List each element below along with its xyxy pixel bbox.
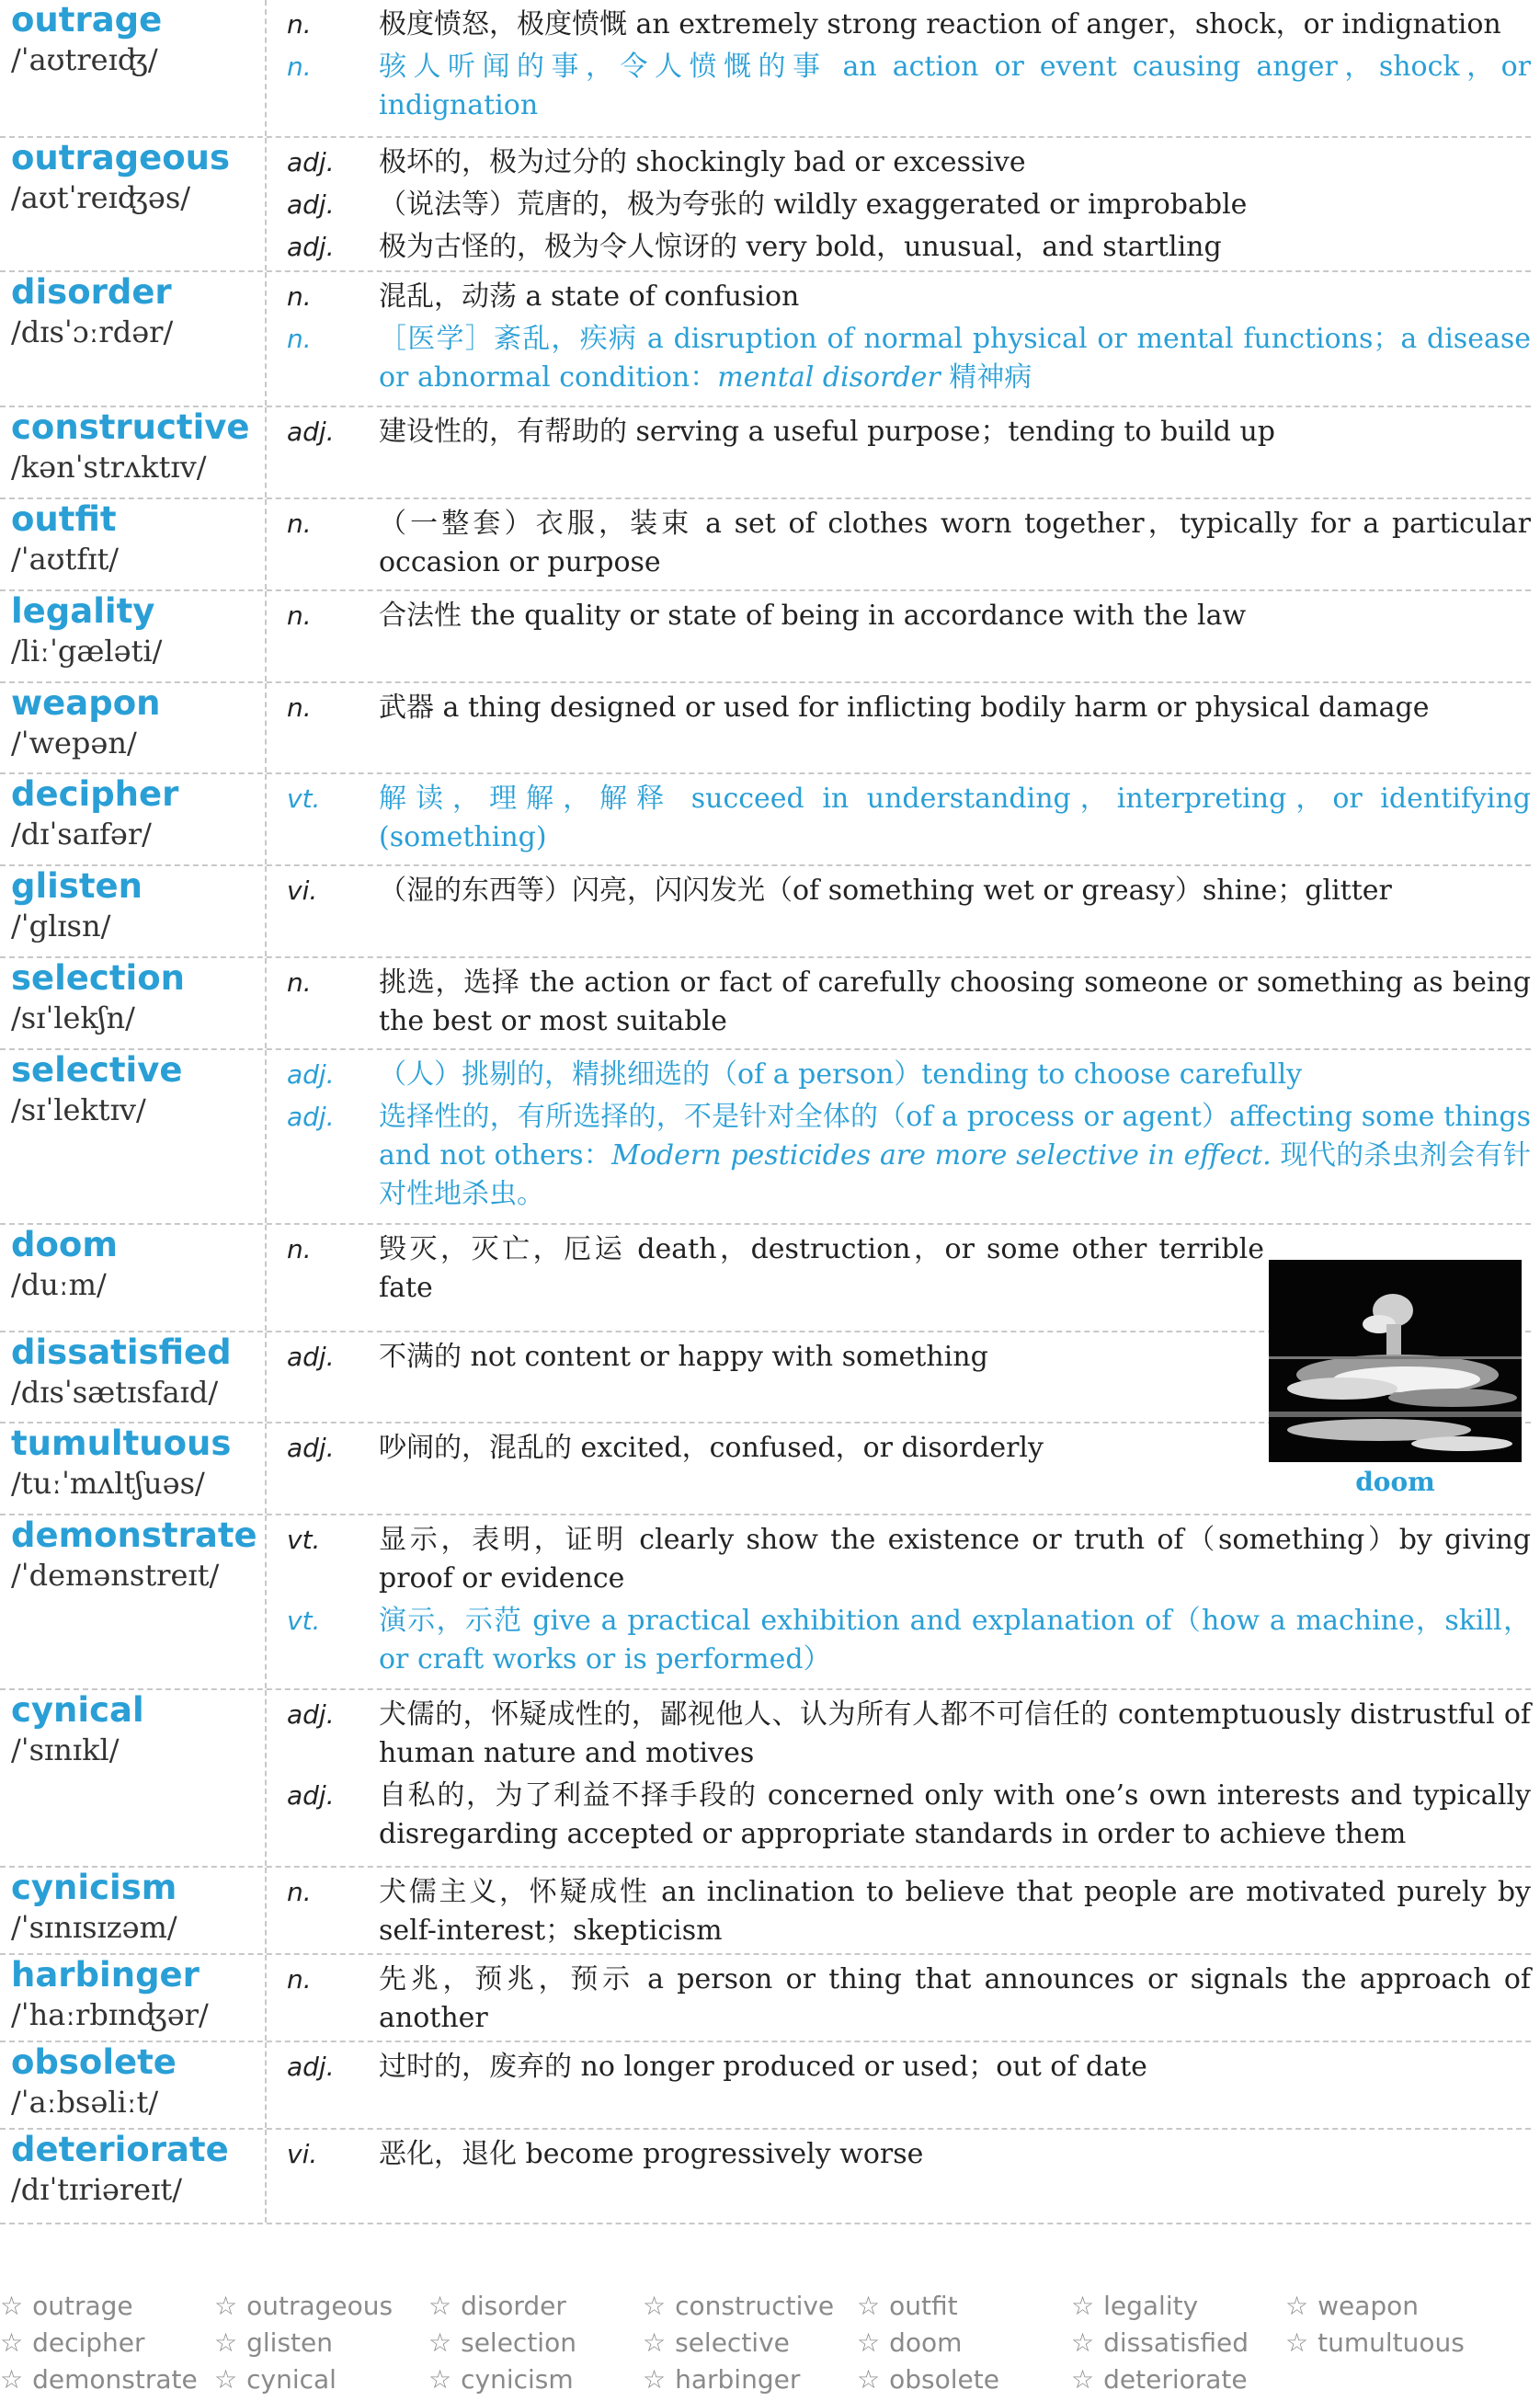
pronunciation: /ˈglɪsn/ <box>11 909 111 944</box>
headword: legality <box>11 590 155 631</box>
headword: selective <box>11 1050 183 1091</box>
star-icon: ☆ <box>643 2364 667 2395</box>
definition-text: 恶化，退化 become progressively worse <box>379 2138 924 2170</box>
definition <box>379 1338 1264 1377</box>
entry-harbinger <box>0 1955 1531 2042</box>
sense-list <box>276 6 1531 129</box>
index-item-tumultuous <box>1285 2327 1465 2360</box>
definition-text: （人）挑剔的，精挑细选的（of a person）tending to choose carefully <box>379 1058 1303 1092</box>
part-of-speech: vt. <box>287 1525 321 1556</box>
definition-text: 先兆，预兆，预示 a person or thing that announces or signals the approach of another <box>379 1963 1531 2035</box>
headword-column <box>0 774 267 864</box>
sense <box>276 186 1531 224</box>
sense-list <box>276 1521 1531 1683</box>
example-translation: 现代的杀虫剂会有针对性地杀虫。 <box>379 1139 1531 1211</box>
index-item-doom <box>857 2327 962 2360</box>
sense <box>276 320 1531 397</box>
definition <box>379 505 1531 582</box>
entry-decipher <box>0 774 1531 866</box>
pronunciation: /ˈwepən/ <box>11 725 137 760</box>
index-item-selection <box>428 2327 576 2360</box>
definition-text: 解读，理解，解释 succeed in understanding，interpreting，or identifying (something) <box>379 783 1531 854</box>
index-item-weapon <box>1285 2290 1419 2323</box>
index-word: legality <box>1103 2291 1199 2321</box>
star-icon: ☆ <box>857 2291 881 2321</box>
pronunciation: /dɪˈtɪriəreɪt/ <box>11 2172 182 2207</box>
pronunciation: /duːm/ <box>11 1267 107 1302</box>
index-word: disorder <box>461 2291 566 2321</box>
sense-list <box>276 1961 1531 2041</box>
star-icon: ☆ <box>1071 2364 1095 2395</box>
star-icon: ☆ <box>1285 2327 1309 2358</box>
index-item-constructive <box>643 2290 834 2323</box>
part-of-speech: adj. <box>287 1341 335 1372</box>
headword: outrageous <box>11 137 231 177</box>
part-of-speech: n. <box>287 9 312 40</box>
definition-text: 选择性的，有所选择的，不是针对全体的（of a process or agent）affecting some things and not others： <box>379 1101 1531 1172</box>
definition <box>379 1056 1531 1094</box>
index-word: obsolete <box>889 2364 999 2395</box>
pronunciation: /dɪˈsaɪfər/ <box>11 817 152 852</box>
part-of-speech: vi. <box>287 875 318 907</box>
sense <box>276 597 1531 635</box>
index-word: outrageous <box>246 2291 394 2321</box>
sense-list <box>276 1056 1531 1218</box>
index-item-outfit <box>857 2290 958 2323</box>
part-of-speech: n. <box>287 51 312 82</box>
example-phrase: mental disorder <box>717 361 941 394</box>
entry-glisten <box>0 866 1531 958</box>
definition <box>379 872 1531 910</box>
definition-text: 吵闹的，混乱的 excited，confused，or disorderly <box>379 1432 1044 1465</box>
headword: cynicism <box>11 1868 177 1908</box>
definition <box>379 48 1531 125</box>
definition <box>379 2135 1531 2174</box>
pronunciation: /tuːˈmʌltʃuəs/ <box>11 1466 205 1502</box>
definition-text: 混乱，动荡 a state of confusion <box>379 280 800 314</box>
index-word: demonstrate <box>32 2364 198 2395</box>
star-icon: ☆ <box>428 2291 452 2321</box>
index-word: selection <box>461 2327 576 2358</box>
sense <box>276 689 1531 727</box>
headword: tumultuous <box>11 1423 232 1464</box>
entry-legality <box>0 591 1531 683</box>
definition <box>379 1521 1531 1598</box>
index-word: decipher <box>32 2327 145 2358</box>
index-word: selective <box>675 2327 790 2358</box>
index-word: outfit <box>889 2291 958 2321</box>
definition <box>379 2048 1531 2087</box>
sense <box>276 1338 1264 1377</box>
index-word: harbinger <box>675 2364 801 2395</box>
pronunciation: /dɪsˈɔːrdər/ <box>11 314 174 350</box>
part-of-speech: n. <box>287 1877 312 1908</box>
pronunciation: /ˈdemənstreɪt/ <box>11 1558 220 1594</box>
definition <box>379 597 1531 635</box>
index-item-harbinger <box>643 2363 800 2396</box>
sense <box>276 1098 1531 1214</box>
entry-weapon <box>0 683 1531 775</box>
headword-column <box>0 1050 267 1223</box>
sense-list <box>276 1696 1531 1858</box>
index-item-legality <box>1071 2290 1198 2323</box>
definition-text: 毁灭，灭亡，厄运 death，destruction，or some other terrible fate <box>379 1233 1264 1304</box>
pronunciation: /ˈhaːrbɪnʤər/ <box>11 1997 209 2033</box>
sense <box>276 964 1531 1041</box>
sense <box>276 48 1531 125</box>
definition <box>379 320 1531 397</box>
entry-constructive <box>0 407 1531 499</box>
index-word: deteriorate <box>1103 2364 1248 2395</box>
entry-outrage <box>0 0 1531 138</box>
index-item-cynicism <box>428 2363 574 2396</box>
index-item-dissatisfied <box>1071 2327 1249 2360</box>
sense <box>276 1602 1531 1679</box>
headword-column <box>0 866 267 956</box>
sense <box>276 228 1531 267</box>
headword-column <box>0 1423 267 1514</box>
definition-text: 演示，示范 give a practical exhibition and explanation of（how a machine，skill，or craft works or is performed） <box>379 1605 1531 1676</box>
definition-text: 建设性的，有帮助的 serving a useful purpose；tending to build up <box>379 415 1275 448</box>
sense-list <box>276 1873 1531 1954</box>
star-icon: ☆ <box>857 2327 881 2358</box>
definition-text: （说法等）荒唐的，极为夸张的 wildly exaggerated or improbable <box>379 188 1248 221</box>
entry-obsolete <box>0 2042 1531 2130</box>
sense-list <box>276 1429 1264 1471</box>
headword: weapon <box>11 682 161 723</box>
part-of-speech: adj. <box>287 146 335 177</box>
headword-column <box>0 138 267 271</box>
star-icon: ☆ <box>428 2364 452 2395</box>
index-word: outrage <box>32 2291 133 2321</box>
star-icon: ☆ <box>857 2364 881 2395</box>
sense <box>276 2135 1531 2174</box>
pronunciation: /ˈsɪnɪkl/ <box>11 1732 120 1768</box>
definition <box>379 278 1531 316</box>
star-icon: ☆ <box>214 2291 238 2321</box>
headword: constructive <box>11 406 250 447</box>
headword-column <box>0 407 267 497</box>
definition <box>379 1873 1531 1950</box>
star-icon: ☆ <box>1071 2291 1095 2321</box>
definition <box>379 6 1531 44</box>
index-item-cynical <box>214 2363 337 2396</box>
star-icon: ☆ <box>1285 2291 1309 2321</box>
definition <box>379 413 1531 452</box>
part-of-speech: n. <box>287 324 312 355</box>
headword-column <box>0 591 267 681</box>
part-of-speech: adj. <box>287 416 335 447</box>
part-of-speech: n. <box>287 600 312 631</box>
definition-text: 合法性 the quality or state of being in accordance with the law <box>379 599 1247 632</box>
entry-deteriorate <box>0 2130 1531 2224</box>
headword-column <box>0 1690 267 1866</box>
sense-list <box>276 2048 1531 2090</box>
definition <box>379 1230 1264 1308</box>
pronunciation: /aʊtˈreɪʤəs/ <box>11 179 191 215</box>
sense <box>276 413 1531 452</box>
headword-column <box>0 1868 267 1953</box>
headword-column <box>0 958 267 1048</box>
sense <box>276 1521 1531 1598</box>
definition <box>379 1777 1531 1854</box>
definition <box>379 143 1531 182</box>
part-of-speech: adj. <box>287 1780 335 1812</box>
photo-caption: doom <box>1355 1467 1435 1497</box>
index-word: weapon <box>1318 2291 1420 2321</box>
part-of-speech: adj. <box>287 1699 335 1731</box>
headword: decipher <box>11 774 179 815</box>
sense-list <box>276 964 1531 1045</box>
headword: demonstrate <box>11 1515 257 1556</box>
sense <box>276 278 1531 316</box>
part-of-speech: adj. <box>287 189 335 220</box>
sense <box>276 1873 1531 1950</box>
doom-photo <box>1269 1260 1522 1462</box>
entry-disorder <box>0 272 1531 407</box>
headword: cynical <box>11 1690 144 1731</box>
sense <box>276 1961 1531 2038</box>
index-item-disorder <box>428 2290 566 2323</box>
part-of-speech: adj. <box>287 2052 335 2083</box>
headword: selection <box>11 958 185 999</box>
pronunciation: /kənˈstrʌktɪv/ <box>11 449 207 485</box>
sense <box>276 1230 1264 1308</box>
star-icon: ☆ <box>643 2327 667 2358</box>
headword-column <box>0 2130 267 2223</box>
part-of-speech: adj. <box>287 231 335 262</box>
pronunciation: /ˈaʊtfɪt/ <box>11 541 120 577</box>
pronunciation: /ˈsɪnɪsɪzəm/ <box>11 1910 177 1946</box>
part-of-speech: adj. <box>287 1433 335 1464</box>
index-word: tumultuous <box>1318 2327 1465 2358</box>
part-of-speech: vt. <box>287 1606 321 1637</box>
headword-column <box>0 1225 267 1331</box>
definition-text: ［医学］紊乱，疾病 a disruption of normal physical or mental functions；a disease or abnormal condition： <box>379 323 1531 394</box>
definition-text: 武器 a thing designed or used for inflicting bodily harm or physical damage <box>379 691 1430 724</box>
definition-text: 显示，表明，证明 clearly show the existence or truth of（something）by giving proof or evidence <box>379 1524 1531 1595</box>
headword: obsolete <box>11 2042 177 2083</box>
pronunciation: /liːˈgæləti/ <box>11 633 163 669</box>
definition-text: 极坏的，极为过分的 shockingly bad or excessive <box>379 145 1026 178</box>
index-item-glisten <box>214 2327 333 2360</box>
definition <box>379 964 1531 1041</box>
index-item-selective <box>643 2327 790 2360</box>
sense <box>276 6 1531 44</box>
headword: outrage <box>11 0 163 40</box>
index-word: cynicism <box>461 2364 574 2395</box>
sense-list <box>276 780 1531 861</box>
headword-column <box>0 272 267 406</box>
definition <box>379 1961 1531 2038</box>
part-of-speech: n. <box>287 692 312 723</box>
explosion-image <box>1269 1260 1522 1462</box>
index-item-obsolete <box>857 2363 999 2396</box>
definition-text: 极为古怪的，极为令人惊讶的 very bold，unusual，and startling <box>379 230 1222 263</box>
sense-list <box>276 278 1531 401</box>
definition-text: 骇人听闻的事，令人愤慨的事 an action or event causing anger，shock，or indignation <box>379 51 1531 121</box>
part-of-speech: vi. <box>287 2139 318 2169</box>
definition-text: （一整套）衣服，装束 a set of clothes worn together，typically for a particular occasion or purpose <box>379 507 1531 578</box>
sense-list <box>276 1230 1264 1311</box>
definition-text: 不满的 not content or happy with something <box>379 1340 988 1373</box>
headword-column <box>0 683 267 773</box>
index-item-outrageous <box>214 2290 393 2323</box>
index-word: constructive <box>675 2291 835 2321</box>
headword-column <box>0 2042 267 2128</box>
part-of-speech: n. <box>287 967 312 999</box>
headword-column <box>0 499 267 589</box>
part-of-speech: n. <box>287 281 312 313</box>
sense <box>276 872 1531 910</box>
example-phrase: Modern pesticides are more selective in effect. <box>611 1139 1272 1172</box>
sense-list <box>276 872 1531 914</box>
index-word: dissatisfied <box>1103 2327 1249 2358</box>
pronunciation: /ˈaʊtreɪʤ/ <box>11 42 158 77</box>
definition-text: 极度愤怒，极度愤慨 an extremely strong reaction of anger，shock，or indignation <box>379 8 1501 40</box>
headword: dissatisfied <box>11 1332 232 1372</box>
index-item-demonstrate <box>0 2363 198 2396</box>
definition-text: （湿的东西等）闪亮，闪闪发光（of something wet or greasy）shine；glitter <box>379 875 1392 908</box>
headword-column <box>0 0 267 136</box>
star-icon: ☆ <box>643 2291 667 2321</box>
index-item-deteriorate <box>1071 2363 1248 2396</box>
sense-list <box>276 2135 1531 2178</box>
part-of-speech: n. <box>287 1234 312 1264</box>
index-item-decipher <box>0 2327 145 2360</box>
index-item-outrage <box>0 2290 133 2323</box>
sense <box>276 780 1531 857</box>
part-of-speech: adj. <box>287 1102 335 1133</box>
headword: doom <box>11 1225 118 1264</box>
sense <box>276 2048 1531 2087</box>
pronunciation: /dɪsˈsætɪsfaɪd/ <box>11 1374 219 1410</box>
sense-list <box>276 597 1531 639</box>
example-translation: 精神病 <box>940 361 1032 394</box>
star-icon: ☆ <box>0 2327 24 2358</box>
definition <box>379 689 1531 727</box>
sense <box>276 143 1531 182</box>
definition <box>379 1429 1264 1468</box>
sense-list <box>276 689 1531 731</box>
headword-column <box>0 1955 267 2041</box>
star-icon: ☆ <box>214 2327 238 2358</box>
sense-list <box>276 413 1531 455</box>
entry-selection <box>0 958 1531 1050</box>
index-word: cynical <box>246 2364 337 2395</box>
sense <box>276 1056 1531 1094</box>
headword: disorder <box>11 272 172 313</box>
headword-column <box>0 1515 267 1688</box>
sense <box>276 1429 1264 1468</box>
pronunciation: /sɪˈlektɪv/ <box>11 1092 146 1128</box>
headword: harbinger <box>11 1955 200 1995</box>
sense <box>276 1777 1531 1854</box>
definition <box>379 1696 1531 1773</box>
pronunciation: /ˈaːbsəliːt/ <box>11 2085 159 2121</box>
part-of-speech: n. <box>287 508 312 539</box>
definition-text: 犬儒的，怀疑成性的，鄙视他人、认为所有人都不可信任的 contemptuously distrustful of human nature and motives <box>379 1698 1531 1770</box>
sense-list <box>276 505 1531 586</box>
index-word: doom <box>889 2327 963 2358</box>
star-icon: ☆ <box>428 2327 452 2358</box>
star-icon: ☆ <box>0 2291 24 2321</box>
part-of-speech: n. <box>287 1964 312 1995</box>
entry-selective <box>0 1050 1531 1225</box>
part-of-speech: adj. <box>287 1059 335 1091</box>
definition <box>379 228 1531 267</box>
definition-text: 自私的，为了利益不择手段的 concerned only with one’s own interests and typically disregarding accepted or appropriate standards in order to achieve them <box>379 1779 1531 1851</box>
star-icon: ☆ <box>214 2364 238 2395</box>
sense-list <box>276 1338 1264 1380</box>
definition-text: 挑选，选择 the action or fact of carefully choosing someone or something as being the best or most suitable <box>379 966 1531 1038</box>
index-word: glisten <box>246 2327 333 2358</box>
definition <box>379 186 1531 224</box>
headword: glisten <box>11 866 143 907</box>
headword: deteriorate <box>11 2130 229 2169</box>
entry-outfit <box>0 499 1531 591</box>
definition-text: 过时的，废弃的 no longer produced or used；out of date <box>379 2051 1147 2084</box>
entry-demonstrate <box>0 1515 1531 1690</box>
definition <box>379 1602 1531 1679</box>
star-icon: ☆ <box>1071 2327 1095 2358</box>
entry-cynicism <box>0 1868 1531 1955</box>
part-of-speech: vt. <box>287 783 321 815</box>
definition <box>379 1098 1531 1214</box>
pronunciation: /sɪˈlekʃn/ <box>11 1000 135 1036</box>
sense <box>276 1696 1531 1773</box>
sense <box>276 505 1531 582</box>
definition <box>379 780 1531 857</box>
definition-text: 犬儒主义，怀疑成性 an inclination to believe that people are motivated purely by self-interest；skepticism <box>379 1876 1531 1948</box>
headword-column <box>0 1332 267 1423</box>
star-icon: ☆ <box>0 2364 24 2395</box>
sense-list <box>276 143 1531 270</box>
headword: outfit <box>11 498 117 539</box>
entry-outrageous <box>0 138 1531 273</box>
entry-cynical <box>0 1690 1531 1868</box>
